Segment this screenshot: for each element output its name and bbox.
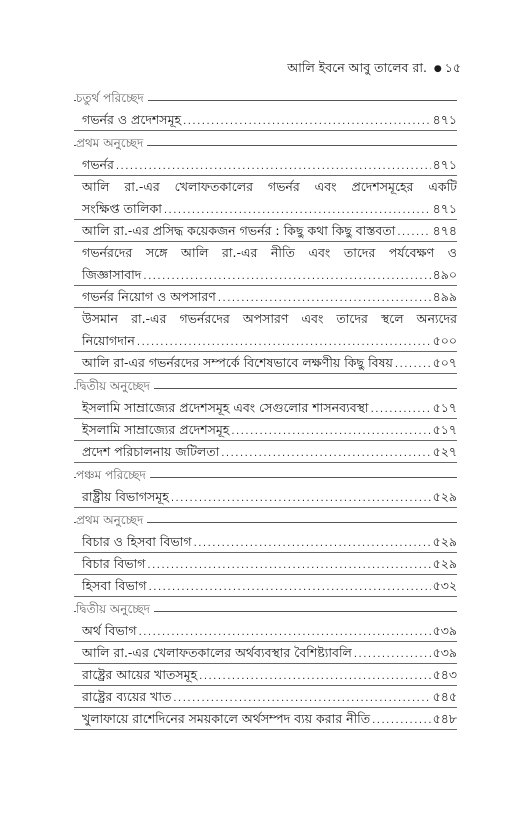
running-header-title: আলি ইবনে আবু তালেব রা.: [287, 60, 427, 75]
dot-leader: [171, 488, 431, 510]
dot-leader: [173, 688, 430, 710]
entry-page-number: ৫৩৯: [432, 623, 457, 638]
entry-row: [82, 664, 457, 686]
entry-row: [82, 708, 457, 730]
toc-section-heading: [74, 376, 457, 397]
entry-title: সংক্ষিপ্ত তালিকা: [82, 201, 162, 216]
entry-title: বিচার বিভাগ: [82, 556, 146, 571]
entry-title: রাষ্ট্রের ব্যয়ের খাত: [82, 689, 172, 704]
bullet-icon: ●: [433, 64, 442, 74]
entry-title: রাষ্ট্রীয় বিভাগসমূহ: [82, 489, 169, 504]
toc-entry: [74, 486, 457, 508]
entry-row: [82, 620, 457, 642]
toc-entry: [74, 242, 457, 286]
entry-row: [82, 642, 457, 664]
entry-row: [82, 330, 457, 352]
dot-leader: [231, 421, 430, 443]
entry-page-number: ৫১৭: [432, 422, 457, 437]
section-label: প্রথম অনুচ্ছেদ: [76, 512, 147, 532]
toc-entry: [74, 575, 457, 597]
toc-section-heading: [74, 465, 457, 486]
dot-leader: [183, 111, 431, 133]
dot-leader: [395, 354, 431, 376]
entry-title: জিজ্ঞাসাবাদ: [82, 267, 142, 282]
entry-title-line1: আলি রা.-এর খেলাফতকালের গভর্নর এবং প্রদেশসমূহের একটি: [82, 179, 457, 194]
toc-entry: [74, 397, 457, 419]
entry-title: হিসবা বিভাগ: [82, 578, 147, 593]
dot-leader: [218, 288, 431, 310]
entry-row: [82, 575, 457, 597]
toc-entry: [74, 531, 457, 553]
dot-leader: [199, 666, 431, 688]
dot-leader: [147, 555, 430, 577]
toc-section-heading: [74, 510, 457, 531]
toc-entry: [74, 642, 457, 664]
entry-row: [82, 264, 457, 286]
toc-entry: [74, 286, 457, 308]
entry-page-number: ৪৭১: [432, 157, 457, 172]
entry-page-number: ৫২৯: [432, 534, 457, 549]
entry-title: ইসলামি সাম্রাজ্যের প্রদেশসমূহ এবং সেগুলোর শাসনব্যবস্থা: [82, 400, 369, 415]
dot-leader: [116, 156, 431, 178]
toc-entry: [74, 686, 457, 708]
entry-page-number: ৫৪৩: [432, 667, 457, 682]
entry-title: নিয়োগদান: [82, 333, 135, 348]
entry-row: [82, 486, 457, 508]
entry-title: প্রদেশ পরিচালনায় জটিলতা: [82, 444, 220, 459]
entry-page-number: ৫০০: [432, 333, 457, 348]
dot-leader: [221, 443, 430, 465]
entry-row: [82, 441, 457, 463]
entry-page-number: ৫২৭: [432, 444, 457, 459]
entry-page-number: ৫৪৫: [432, 689, 457, 704]
entry-title: গভর্নর ও প্রদেশসমূহ: [82, 112, 182, 127]
dot-leader: [354, 644, 431, 666]
toc-entry: [74, 419, 457, 441]
entry-row: [82, 154, 457, 176]
dot-leader: [149, 577, 431, 599]
entry-row: [82, 686, 457, 708]
section-label: চতুর্থ পরিচ্ছেদ: [76, 90, 148, 110]
dot-leader: [194, 533, 431, 555]
entry-row: [82, 553, 457, 575]
toc-entry: [74, 308, 457, 352]
toc-entry: [74, 109, 457, 131]
entry-title: আলি রা.-এর প্রসিদ্ধ কয়েকজন গভর্নর : কিছু কথা কিছু বাস্তবতা: [82, 223, 396, 238]
entry-page-number: ৫২৯: [432, 489, 457, 504]
entry-row: [82, 198, 457, 220]
entry-page-number: ৫৩৯: [432, 645, 457, 660]
dot-leader: [397, 222, 430, 244]
toc-section-heading: [74, 88, 457, 109]
entry-page-number: ৫০৭: [432, 355, 457, 370]
entry-page-number: ৫৪৮: [432, 711, 457, 726]
entry-page-number: ৪৭১: [432, 201, 457, 216]
running-header: [287, 60, 461, 80]
toc-section-heading: [74, 133, 457, 154]
entry-title: ইসলামি সাম্রাজ্যের প্রদেশসমূহ: [82, 422, 230, 437]
dot-leader: [137, 332, 431, 354]
toc-entry: [74, 176, 457, 220]
entry-title: বিচার ও হিসবা বিভাগ: [82, 534, 192, 549]
section-label: প্রথম অনুচ্ছেদ: [76, 135, 147, 155]
toc-entry: [74, 441, 457, 463]
toc-entry: [74, 352, 457, 374]
entry-page-number: ৪৭৪: [432, 223, 457, 238]
entry-title-line1: গভর্নরদের সঙ্গে আলি রা.-এর নীতি এবং তাদের পর্যবেক্ষণ ও: [82, 245, 457, 260]
dot-leader: [371, 399, 431, 421]
entry-page-number: ৫৩২: [432, 578, 457, 593]
page-number: ১৫: [444, 60, 461, 75]
entry-title: খুলাফায়ে রাশেদিনের সময়কালে অর্থসম্পদ ব্যয় করার নীতি: [82, 711, 371, 726]
toc-section-heading: [74, 599, 457, 620]
entry-page-number: ৪৭১: [432, 112, 457, 127]
section-label: পঞ্চম পরিচ্ছেদ: [76, 467, 150, 487]
table-of-contents: [74, 86, 457, 730]
entry-page-number: ৫১৭: [432, 400, 457, 415]
entry-row: [82, 531, 457, 553]
section-label: দ্বিতীয় অনুচ্ছেদ: [76, 601, 154, 621]
entry-title: আলি রা-এর গভর্নরদের সম্পর্কে বিশেষভাবে লক্ষণীয় কিছু বিষয়: [82, 355, 393, 370]
entry-title: গভর্নর: [82, 157, 114, 172]
entry-row: [82, 220, 457, 242]
entry-row: [82, 109, 457, 131]
dot-leader: [143, 266, 430, 288]
dot-leader: [372, 710, 431, 732]
entry-page-number: ৪৯৯: [432, 289, 457, 304]
entry-title: রাষ্ট্রের আয়ের খাতসমূহ: [82, 667, 198, 682]
entry-page-number: ৪৯০: [432, 267, 457, 282]
entry-title: আলি রা.-এর খেলাফতকালের অর্থব্যবস্থার বৈশিষ্ট্যাবলি: [82, 645, 352, 660]
section-label: দ্বিতীয় অনুচ্ছেদ: [76, 378, 154, 398]
toc-entry: [74, 220, 457, 242]
toc-entry: [74, 553, 457, 575]
entry-title: গভর্নর নিয়োগ ও অপসারণ: [82, 289, 216, 304]
entry-row: [82, 397, 457, 419]
entry-row: [82, 419, 457, 441]
entry-page-number: ৫২৯: [432, 556, 457, 571]
toc-entry: [74, 154, 457, 176]
dot-leader: [139, 622, 431, 644]
entry-title: অর্থ বিভাগ: [82, 623, 137, 638]
entry-row: [82, 352, 457, 374]
entry-title-line1: উসমান রা.-এর গভর্নরদের অপসারণ এবং তাদের স্থলে অন্যদের: [82, 311, 457, 326]
toc-entry: [74, 620, 457, 642]
entry-row: [82, 286, 457, 308]
dot-leader: [164, 200, 431, 222]
toc-entry: [74, 664, 457, 686]
toc-entry: [74, 708, 457, 730]
